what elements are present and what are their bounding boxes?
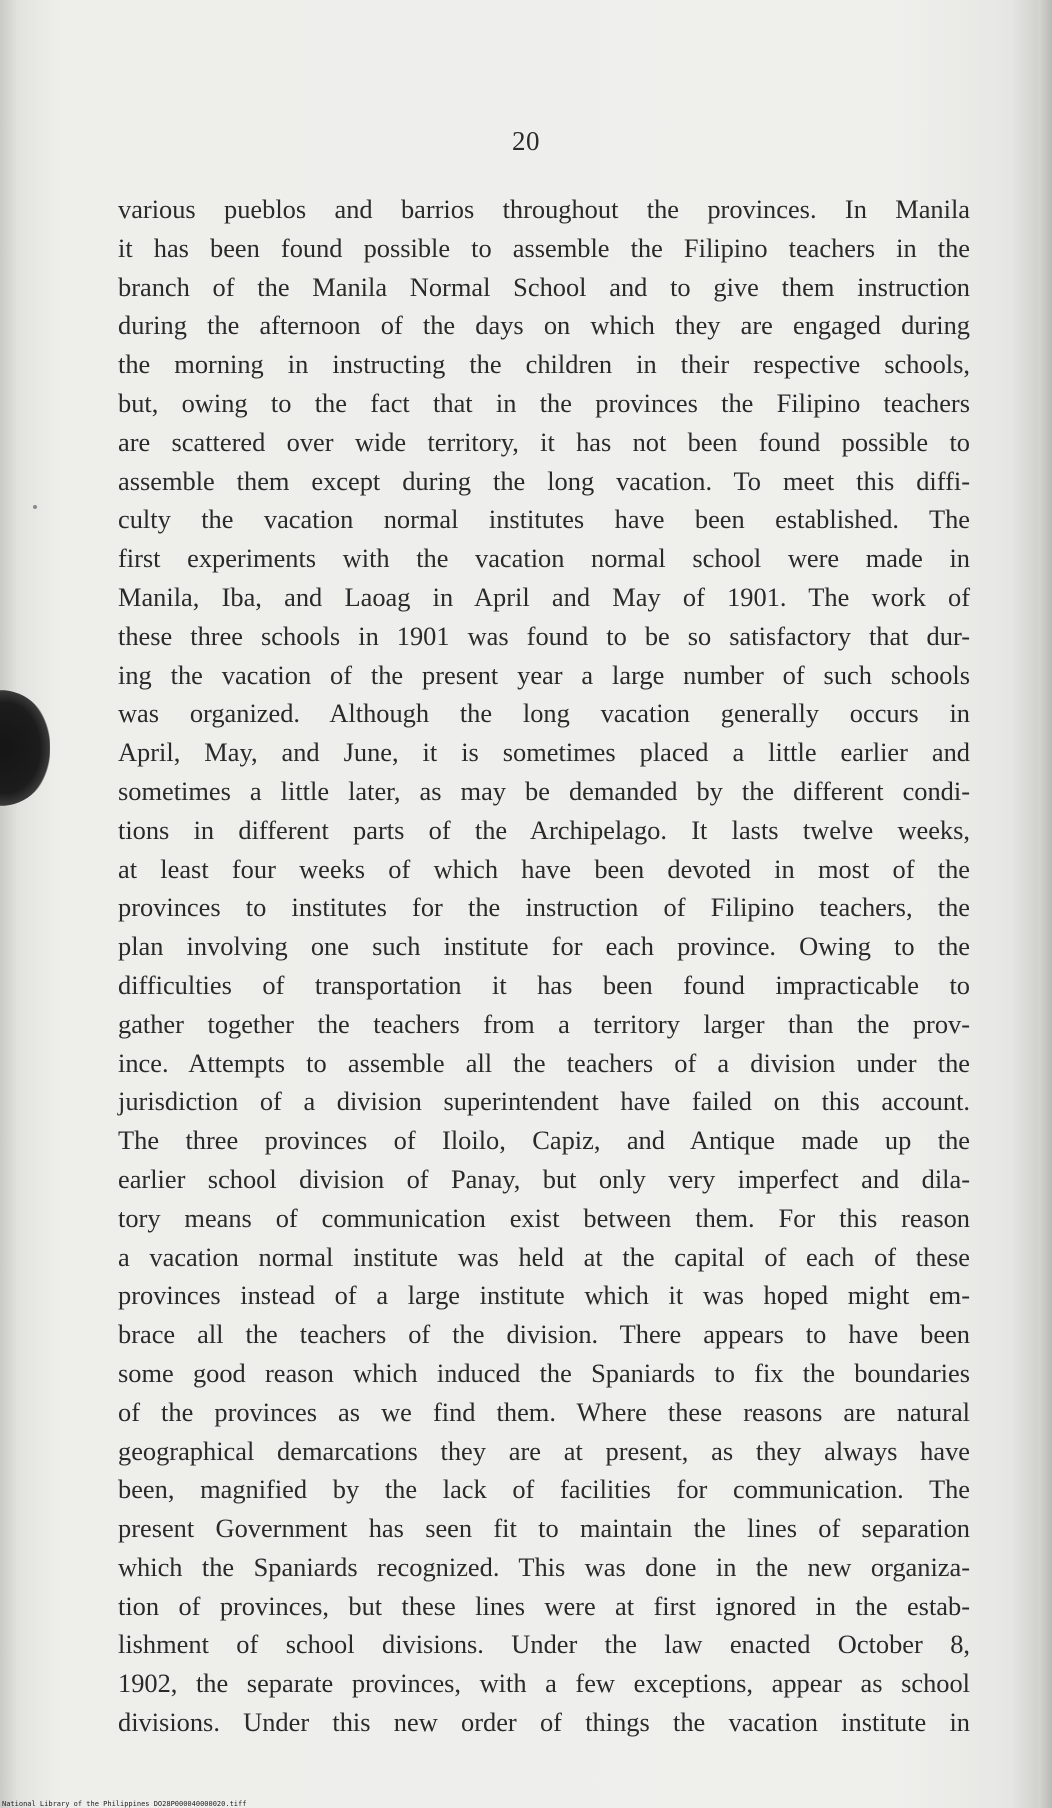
text-line: assemble them except during the long vacation. To meet this diffi- — [118, 465, 970, 496]
text-line: divisions. Under this new order of things the vacation institute in — [118, 1707, 970, 1738]
text-line: first experiments with the vacation normal school were made in — [118, 543, 970, 574]
text-line: The three provinces of Iloilo, Capiz, and Antique made up the — [118, 1125, 970, 1156]
text-line: plan involving one such institute for each province. Owing to the — [118, 931, 970, 962]
text-line: Manila, Iba, and Laoag in April and May of 1901. The work of — [118, 581, 970, 612]
text-line: during the afternoon of the days on which they are engaged during — [118, 310, 970, 341]
text-line: are scattered over wide territory, it has not been found possible to — [118, 426, 970, 457]
text-line: was organized. Although the long vacation generally occurs in — [118, 698, 970, 729]
text-line: brace all the teachers of the division. There appears to have been — [118, 1319, 970, 1350]
text-line: these three schools in 1901 was found to be so satisfactory that dur- — [118, 620, 970, 651]
text-line: difficulties of transportation it has been found impracticable to — [118, 969, 970, 1000]
text-line: geographical demarcations they are at present, as they always have — [118, 1435, 970, 1466]
text-line: gather together the teachers from a territory larger than the prov- — [118, 1008, 970, 1039]
text-line: ing the vacation of the present year a large number of such schools — [118, 659, 970, 690]
text-line: it has been found possible to assemble the Filipino teachers in the — [118, 232, 970, 263]
text-line: provinces instead of a large institute which it was hoped might em- — [118, 1280, 970, 1311]
text-line: of the provinces as we find them. Where these reasons are natural — [118, 1396, 970, 1427]
scan-thumb-shadow — [0, 690, 50, 806]
text-line: the morning in instructing the children in their respective schools, — [118, 349, 970, 380]
text-line: provinces to institutes for the instruction of Filipino teachers, the — [118, 892, 970, 923]
text-line: jurisdiction of a division superintendent have failed on this account. — [118, 1086, 970, 1117]
text-line: present Government has seen fit to maintain the lines of separation — [118, 1513, 970, 1544]
scan-credit: National Library of the Philippines DO28P000040000020.tiff — [2, 1800, 247, 1808]
text-line: culty the vacation normal institutes have been established. The — [118, 504, 970, 535]
text-line: been, magnified by the lack of facilities for communication. The — [118, 1474, 970, 1505]
text-line: but, owing to the fact that in the provinces the Filipino teachers — [118, 387, 970, 418]
text-line: sometimes a little later, as may be demanded by the different condi- — [118, 775, 970, 806]
text-line: tory means of communication exist between them. For this reason — [118, 1202, 970, 1233]
text-line: 1902, the separate provinces, with a few exceptions, appear as school — [118, 1668, 970, 1699]
text-line: branch of the Manila Normal School and to give them instruction — [118, 271, 970, 302]
text-line: lishment of school divisions. Under the law enacted October 8, — [118, 1629, 970, 1660]
page-edge-shadow — [1038, 0, 1052, 1808]
text-line: some good reason which induced the Spaniards to fix the boundaries — [118, 1357, 970, 1388]
body-text — [118, 190, 970, 1742]
text-line: ince. Attempts to assemble all the teachers of a division under the — [118, 1047, 970, 1078]
text-line: April, May, and June, it is sometimes placed a little earlier and — [118, 737, 970, 768]
text-line: at least four weeks of which have been devoted in most of the — [118, 853, 970, 884]
text-line: tions in different parts of the Archipelago. It lasts twelve weeks, — [118, 814, 970, 845]
text-line: which the Spaniards recognized. This was done in the new organiza- — [118, 1551, 970, 1582]
page-number: 20 — [512, 126, 540, 156]
text-line: various pueblos and barrios throughout the provinces. In Manila — [118, 194, 970, 224]
text-line: tion of provinces, but these lines were at first ignored in the estab- — [118, 1590, 970, 1621]
scan-speck — [33, 505, 37, 509]
text-line: earlier school division of Panay, but only very imperfect and dila- — [118, 1163, 970, 1194]
text-line: a vacation normal institute was held at the capital of each of these — [118, 1241, 970, 1272]
